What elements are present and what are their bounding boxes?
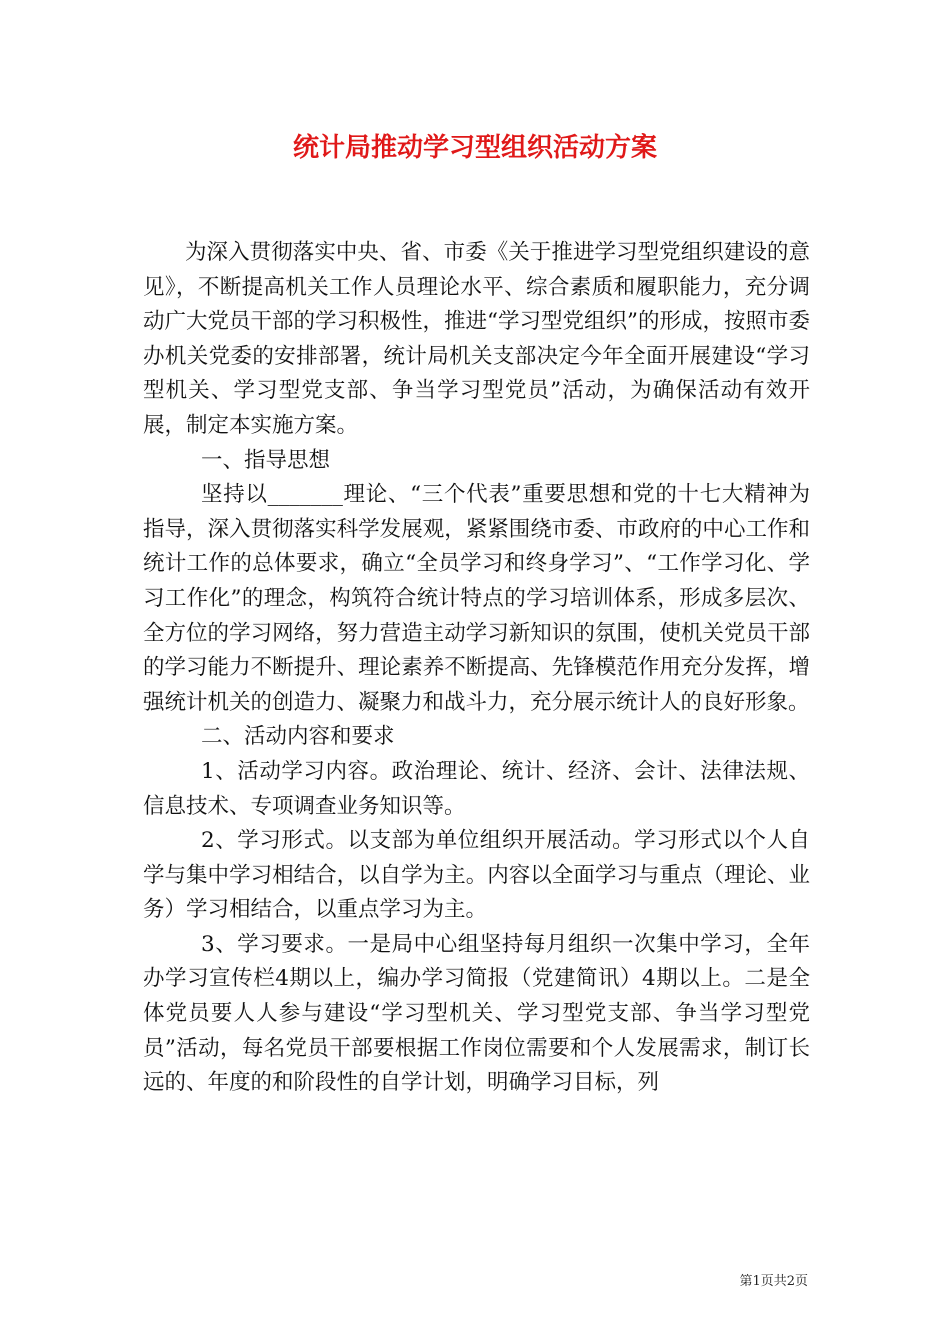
guiding-ideology-paragraph: 坚持以_______理论、“三个代表”重要思想和党的十七大精神为指导，深入贯彻落实科学发展观，紧紧围绕市委、市政府的中心工作和统计工作的总体要求，确立“全员学习和终身学习”、“工作学习化、学习工作化”的理念，构筑符合统计特点的学习培训体系，形成多层次、全方位的学习网络，努力营造主动学习新知识的氛围，使机关党员干部的学习能力不断提升、理论素养不断提高、先锋模范作用充分发挥，增强统计机关的创造力、凝聚力和战斗力，充分展示统计人的良好形象。 bbox=[143, 482, 810, 715]
page-number: 第1页共2页 bbox=[739, 1274, 808, 1289]
item-1-paragraph: 1、活动学习内容。政治理论、统计、经济、会计、法律法规、信息技术、专项调查业务知识等。 bbox=[143, 758, 810, 819]
section-heading-activity-content: 二、活动内容和要求 bbox=[201, 724, 395, 750]
item-3-paragraph: 3、学习要求。一是局中心组坚持每月组织一次集中学习，全年办学习宣传栏4期以上，编办学习简报（党建简讯）4期以上。二是全体党员要人人参与建设“学习型机关、学习型党支部、争当学习型党员”活动，每名党员干部要根据工作岗位需要和个人发展需求，制订长远的、年度的和阶段性的自学计划，明确学习目标，列 bbox=[143, 931, 810, 1096]
intro-paragraph: 为深入贯彻落实中央、省、市委《关于推进学习型党组织建设的意见》，不断提高机关工作人员理论水平、综合素质和履职能力，充分调动广大党员干部的学习积极性，推进“学习型党组织”的形成，按照市委办机关党委的安排部署，统计局机关支部决定今年全面开展建设“学习型机关、学习型党支部、争当学习型党员”活动，为确保活动有效开展，制定本实施方案。 bbox=[143, 240, 810, 438]
section-heading-guiding-ideology: 一、指导思想 bbox=[201, 447, 331, 473]
document-title: 统计局推动学习型组织活动方案 bbox=[292, 133, 657, 163]
document-body bbox=[143, 236, 810, 1101]
item-2-paragraph: 2、学习形式。以支部为单位组织开展活动。学习形式以个人自学与集中学习相结合，以自学为主。内容以全面学习与重点（理论、业务）学习相结合，以重点学习为主。 bbox=[143, 828, 810, 923]
